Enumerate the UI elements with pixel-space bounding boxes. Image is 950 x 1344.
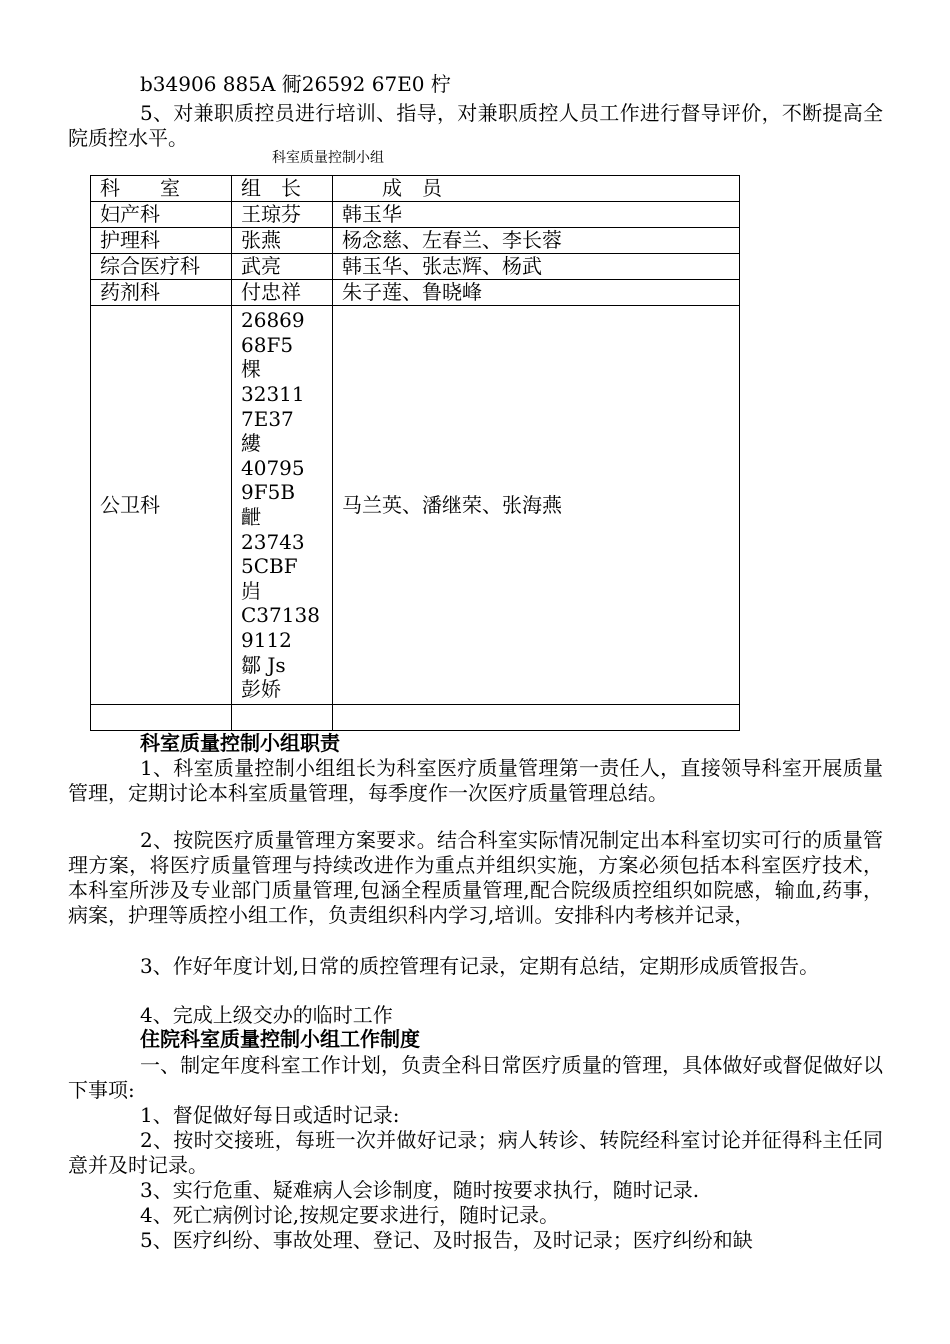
item-5-paragraph: 5、对兼职质控员进行培训、指导，对兼职质控人员工作进行督导评价，不断提高全院质控水平。 bbox=[68, 101, 883, 150]
cell-members: 韩玉华、张志辉、杨武 bbox=[333, 254, 740, 280]
duties-heading: 科室质量控制小组职责 bbox=[140, 731, 340, 755]
cell-leader: 张燕 bbox=[232, 228, 333, 254]
leader-line: 縷 bbox=[241, 431, 261, 456]
cell-members: 朱子莲、鲁晓峰 bbox=[333, 280, 740, 306]
leader-line: 彭娇 bbox=[241, 677, 281, 702]
cell-members: 韩玉华 bbox=[333, 202, 740, 228]
leader-stack bbox=[241, 308, 332, 702]
cell-leader: 王琼芬 bbox=[232, 202, 333, 228]
rule-item: 4、死亡病例讨论,按规定要求进行，随时记录。 bbox=[140, 1203, 560, 1227]
leader-line: 岿 bbox=[241, 578, 261, 603]
header-leader: 组 长 bbox=[232, 176, 333, 202]
cell-leader: 付忠祥 bbox=[232, 280, 333, 306]
garbled-line: b34906 885A 衕26592 67E0 柠 bbox=[140, 72, 451, 96]
cell-empty bbox=[232, 705, 333, 731]
header-department: 科 室 bbox=[91, 176, 232, 202]
leader-line: 鄒 Js bbox=[241, 652, 286, 677]
leader-line: 7E37 bbox=[241, 406, 294, 431]
leader-line: 9F5B bbox=[241, 480, 296, 505]
table-row bbox=[91, 280, 740, 306]
cell-leader-stacked bbox=[232, 306, 333, 705]
rules-intro: 一、制定年度科室工作计划，负责全科日常医疗质量的管理，具体做好或督促做好以下事项: bbox=[68, 1053, 883, 1102]
rule-item: 1、督促做好每日或适时记录: bbox=[140, 1103, 400, 1127]
cell-department: 药剂科 bbox=[91, 280, 232, 306]
table-row bbox=[91, 228, 740, 254]
table-row bbox=[91, 254, 740, 280]
cell-members: 杨念慈、左春兰、李长蓉 bbox=[333, 228, 740, 254]
header-members: 成 员 bbox=[333, 176, 740, 202]
cell-department: 公卫科 bbox=[91, 306, 232, 705]
leader-line: 棵 bbox=[241, 357, 261, 382]
duty-item: 4、完成上级交办的临时工作 bbox=[140, 1003, 393, 1027]
duty-item: 3、作好年度计划,日常的质控管理有记录，定期有总结，定期形成质管报告。 bbox=[140, 954, 820, 978]
cell-empty bbox=[91, 705, 232, 731]
cell-department: 护理科 bbox=[91, 228, 232, 254]
table-header-row bbox=[91, 176, 740, 202]
leader-line: 齛 bbox=[241, 505, 261, 529]
table-row bbox=[91, 202, 740, 228]
cell-department: 综合医疗科 bbox=[91, 254, 232, 280]
leader-line: 26869 bbox=[241, 308, 305, 333]
cell-empty bbox=[333, 705, 740, 731]
duty-item: 1、科室质量控制小组组长为科室医疗质量管理第一责任人，直接领导科室开展质量管理，定期讨论本科室质量管理，每季度作一次医疗质量管理总结。 bbox=[68, 756, 883, 805]
cell-members: 马兰英、潘继荣、张海燕 bbox=[333, 306, 740, 705]
leader-line: C37138 bbox=[241, 603, 320, 628]
leader-line: 9112 bbox=[241, 627, 292, 652]
leader-line: 23743 bbox=[241, 529, 305, 554]
leader-line: 40795 bbox=[241, 455, 305, 480]
rule-item: 5、医疗纠纷、事故处理、登记、及时报告，及时记录；医疗纠纷和缺 bbox=[140, 1228, 753, 1252]
leader-line: 68F5 bbox=[241, 332, 294, 357]
cell-leader: 武亮 bbox=[232, 254, 333, 280]
table-caption: 科室质量控制小组 bbox=[272, 150, 384, 166]
rules-heading: 住院科室质量控制小组工作制度 bbox=[140, 1027, 420, 1051]
quality-control-table bbox=[90, 175, 740, 731]
duty-item: 2、按院医疗质量管理方案要求。结合科室实际情况制定出本科室切实可行的质量管理方案，将医疗质量管理与持续改进作为重点并组织实施，方案必须包括本科室医疗技术，本科室所涉及专业部门质量管理,包涵全程质量管理,配合院级质控组织如院感，输血,药事，病案，护理等质控小组工作，负责组织科内学习,培训。安排科内考核并记录， bbox=[68, 828, 883, 927]
cell-department: 妇产科 bbox=[91, 202, 232, 228]
table-row-empty bbox=[91, 705, 740, 731]
table-row-public-health bbox=[91, 306, 740, 705]
rule-item: 2、按时交接班，每班一次并做好记录；病人转诊、转院经科室讨论并征得科主任同意并及时记录。 bbox=[68, 1128, 883, 1177]
leader-line: 5CBF bbox=[241, 554, 298, 579]
rule-item: 3、实行危重、疑难病人会诊制度，随时按要求执行，随时记录. bbox=[140, 1178, 700, 1202]
leader-line: 32311 bbox=[241, 382, 305, 407]
